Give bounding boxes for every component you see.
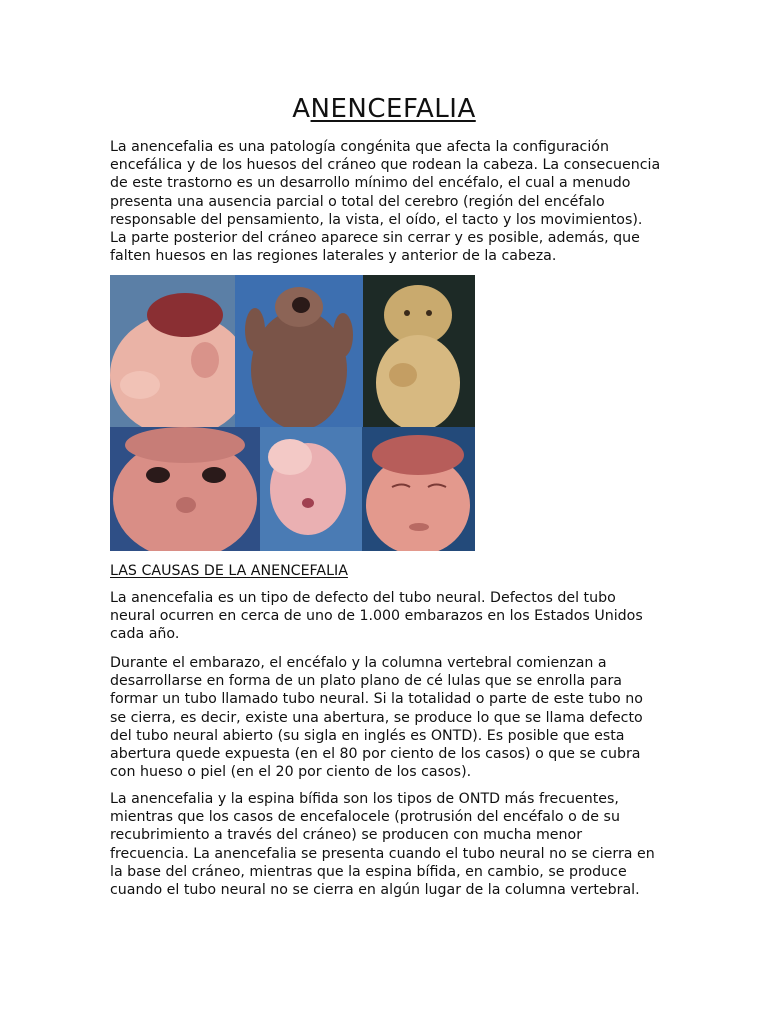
photo-collage-bottom-row: [110, 427, 475, 551]
title-first-letter: A: [292, 94, 311, 124]
photo-infant-front: [363, 275, 475, 427]
title-rest: NENCEFALIA: [310, 94, 476, 124]
paragraph-causes-1: La anencefalia es un tipo de defecto del tubo neural. Defectos del tubo neural ocurren en cerca de uno de 1.000 embarazos en los Estados Unidos cada año.: [110, 590, 643, 643]
photo-infant-profile: [110, 275, 235, 427]
document-title: [0, 92, 768, 126]
photo-infant-upturned: [260, 427, 362, 551]
photo-infant-face-closeup: [110, 427, 260, 551]
photo-collage: [110, 275, 475, 551]
photo-infant-back: [235, 275, 363, 427]
section-heading-causes: LAS CAUSAS DE LA ANENCEFALIA: [110, 563, 348, 579]
intro-paragraph: La anencefalia es una patología congénita que afecta la configuración encefálica y de los huesos del cráneo que rodean la cabeza. La consecuencia de este trastorno es un desarrollo mínimo del encéfalo, el cual a menudo presenta una ausencia parcial o total del cerebro (región del encéfalo responsable del pensamiento, la vista, el oído, el tacto y los movimientos). La parte posterior del cráneo aparece sin cerrar y es posible, además, que falten huesos en las regiones laterales y anterior de la cabeza.: [110, 139, 661, 265]
paragraph-causes-3: La anencefalia y la espina bífida son los tipos de ONTD más frecuentes, mientras que los casos de encefalocele (protrusión del encéfalo o de su recubrimiento a través del cráneo) se producen con mucha menor frecuencia. La anencefalia se presenta cuando el tubo neural no se cierra en la base del cráneo, mientras que la espina bífida, en cambio, se produce cuando el tubo neural no se cierra en algún lugar de la columna vertebral.: [110, 791, 655, 899]
paragraph-causes-2: Durante el embarazo, el encéfalo y la columna vertebral comienzan a desarrollarse en forma de un plato plano de cé lulas que se enrolla para formar un tubo llamado tubo neural. Si la totalidad o parte de este tubo no se cierra, es decir, existe una abertura, se produce lo que se llama defecto del tubo neural abierto (su sigla en inglés es ONTD). Es posible que esta abertura quede expuesta (en el 80 por ciento de los casos) o que se cubra con hueso o piel (en el 20 por ciento de los casos).: [110, 655, 643, 781]
photo-infant-sleeping: [362, 427, 475, 551]
